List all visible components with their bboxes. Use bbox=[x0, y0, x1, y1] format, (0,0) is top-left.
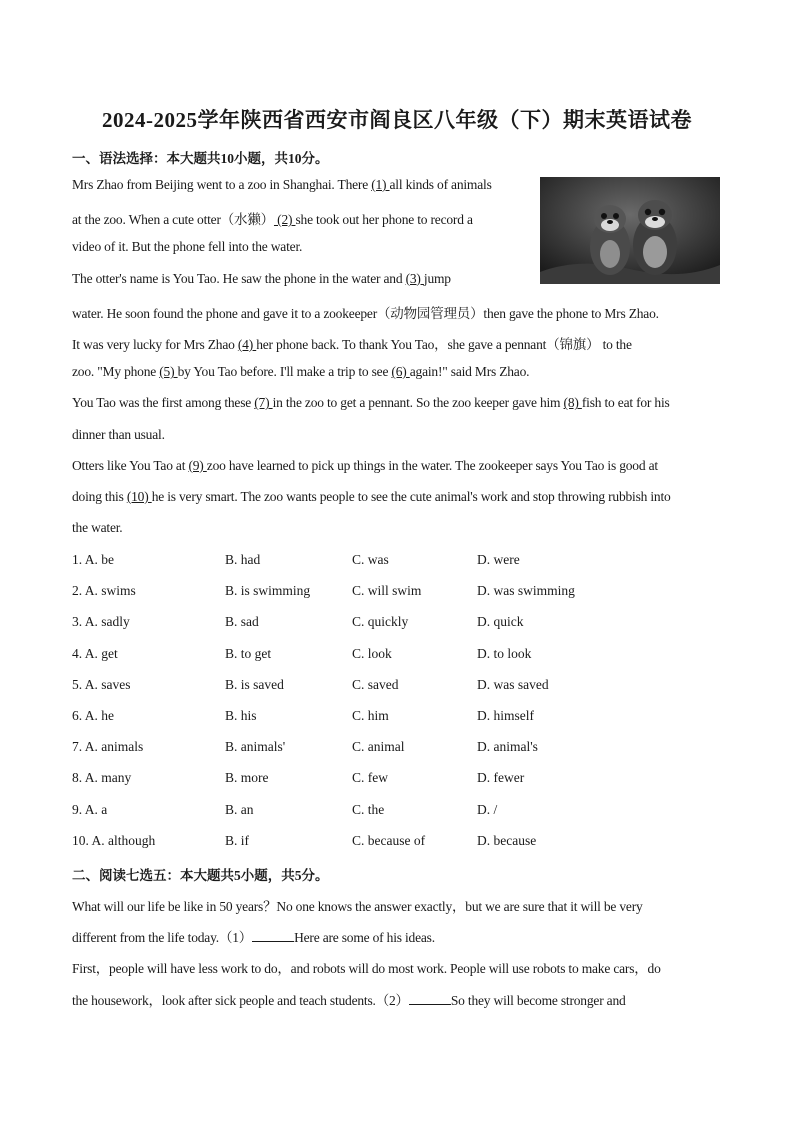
option-choice[interactable]: 8. A. many bbox=[72, 770, 132, 786]
option-choice[interactable]: 10. A. although bbox=[72, 832, 156, 848]
question-options-row bbox=[72, 770, 712, 788]
option-choice[interactable]: C. him bbox=[352, 708, 389, 723]
option-choice[interactable]: D. himself bbox=[477, 708, 534, 723]
option-choice[interactable]: 9. A. a bbox=[72, 801, 108, 817]
answer-blank bbox=[252, 929, 294, 942]
blank-number: (2) bbox=[273, 212, 296, 228]
question-options-row bbox=[72, 614, 712, 632]
option-choice[interactable]: B. more bbox=[225, 770, 269, 786]
option-choice[interactable]: 6. A. he bbox=[72, 708, 114, 723]
blank-number: (9) bbox=[188, 457, 207, 473]
option-choice[interactable]: C. quickly bbox=[352, 614, 409, 630]
blank-number: (10) bbox=[126, 489, 152, 504]
blank-number: (1) bbox=[371, 177, 390, 192]
question-options-row bbox=[72, 739, 712, 757]
section-2-heading: 二、阅读七选五：本大题共5小题，共5分。 bbox=[72, 868, 329, 883]
option-choice[interactable]: B. an bbox=[225, 801, 254, 817]
passage-line: water. He soon found the phone and gave it to a zookeeper（动物园管理员）then gave the phone to Mrs Zhao. bbox=[72, 305, 659, 321]
passage-line: dinner than usual. bbox=[72, 426, 165, 442]
passage-line: You Tao was the first among these (7) in the zoo to get a pennant. So the zoo keeper gave him (8) fish to eat for his bbox=[72, 395, 670, 411]
option-choice[interactable]: C. look bbox=[352, 645, 392, 661]
question-options-row bbox=[72, 583, 712, 601]
blank-number: (7) bbox=[254, 395, 273, 411]
reading-line: different from the life today.（1） Here are some of his ideas. bbox=[72, 930, 435, 946]
section-1-heading: 一、语法选择：本大题共10小题，共10分。 bbox=[72, 151, 329, 166]
passage-line: Mrs Zhao from Beijing went to a zoo in Shanghai. There (1) all kinds of animals bbox=[72, 177, 492, 192]
question-options-row bbox=[72, 552, 712, 570]
option-choice[interactable]: D. quick bbox=[477, 614, 524, 630]
passage-line: Otters like You Tao at (9) zoo have learned to pick up things in the water. The zookeeper says You Tao is good at bbox=[72, 457, 658, 473]
option-choice[interactable]: D. to look bbox=[477, 645, 532, 661]
option-choice[interactable]: C. the bbox=[352, 801, 385, 817]
option-choice[interactable]: D. animal's bbox=[477, 739, 538, 755]
question-options-row bbox=[72, 646, 712, 664]
option-choice[interactable]: D. / bbox=[477, 801, 498, 817]
passage-line: zoo. "My phone (5) by You Tao before. I'll make a trip to see (6) again!" said Mrs Zhao. bbox=[72, 364, 530, 380]
option-choice[interactable]: B. to get bbox=[225, 645, 272, 661]
question-options-row bbox=[72, 802, 712, 820]
page-title: 2024-2025学年陕西省西安市阎良区八年级（下）期末英语试卷 bbox=[102, 108, 692, 132]
option-choice[interactable]: D. was swimming bbox=[477, 583, 575, 599]
answer-blank bbox=[409, 992, 451, 1005]
option-choice[interactable]: 1. A. be bbox=[72, 552, 114, 567]
passage-line: video of it. But the phone fell into the water. bbox=[72, 239, 303, 255]
blank-number: (8) bbox=[563, 395, 582, 411]
option-choice[interactable]: C. was bbox=[352, 552, 389, 567]
option-choice[interactable]: B. is saved bbox=[225, 676, 284, 692]
option-choice[interactable]: C. saved bbox=[352, 676, 399, 692]
option-choice[interactable]: B. animals' bbox=[225, 739, 286, 755]
option-choice[interactable]: D. fewer bbox=[477, 770, 525, 786]
option-choice[interactable]: D. was saved bbox=[477, 676, 549, 692]
reading-line: First，people will have less work to do，and robots will do most work. People will use robots to make cars，do bbox=[72, 961, 661, 977]
option-choice[interactable]: D. because bbox=[477, 832, 537, 848]
option-choice[interactable]: 4. A. get bbox=[72, 645, 118, 661]
blank-number: (4) bbox=[237, 337, 257, 352]
question-options-row bbox=[72, 677, 712, 695]
reading-line: What will our life be like in 50 years？No one knows the answer exactly，but we are sure that it will be very bbox=[72, 899, 643, 914]
option-choice[interactable]: B. his bbox=[225, 708, 257, 723]
option-choice[interactable]: C. will swim bbox=[352, 583, 422, 599]
option-choice[interactable]: 3. A. sadly bbox=[72, 614, 130, 630]
option-choice[interactable]: B. had bbox=[225, 552, 261, 567]
option-choice[interactable]: 5. A. saves bbox=[72, 676, 131, 692]
passage-line: The otter's name is You Tao. He saw the phone in the water and (3) jump bbox=[72, 270, 451, 286]
question-options-row bbox=[72, 833, 712, 851]
option-choice[interactable]: B. sad bbox=[225, 614, 259, 630]
passage-line: at the zoo. When a cute otter（水獭） (2) she took out her phone to record a bbox=[72, 212, 473, 228]
question-options-row bbox=[72, 708, 712, 726]
passage-line: It was very lucky for Mrs Zhao (4) her phone back. To thank You Tao，she gave a pennant（锦旗） to the bbox=[72, 337, 632, 352]
blank-number: (5) bbox=[159, 364, 178, 380]
option-choice[interactable]: C. animal bbox=[352, 739, 405, 755]
option-choice[interactable]: B. is swimming bbox=[225, 583, 311, 599]
option-choice[interactable]: C. because of bbox=[352, 832, 426, 848]
passage-line: doing this (10) he is very smart. The zoo wants people to see the cute animal's work and stop throwing rubbish into bbox=[72, 489, 671, 504]
otter-photo bbox=[540, 177, 720, 284]
option-choice[interactable]: D. were bbox=[477, 552, 520, 567]
otters-illustration bbox=[540, 177, 720, 284]
blank-number: (6) bbox=[391, 364, 410, 380]
option-choice[interactable]: C. few bbox=[352, 770, 388, 786]
option-choice[interactable]: 7. A. animals bbox=[72, 739, 144, 755]
reading-line: the housework，look after sick people and teach students.（2） So they will become stronger and bbox=[72, 992, 626, 1008]
option-choice[interactable]: 2. A. swims bbox=[72, 583, 136, 599]
blank-number: (3) bbox=[405, 270, 424, 286]
option-choice[interactable]: B. if bbox=[225, 832, 250, 848]
passage-line: the water. bbox=[72, 520, 123, 536]
